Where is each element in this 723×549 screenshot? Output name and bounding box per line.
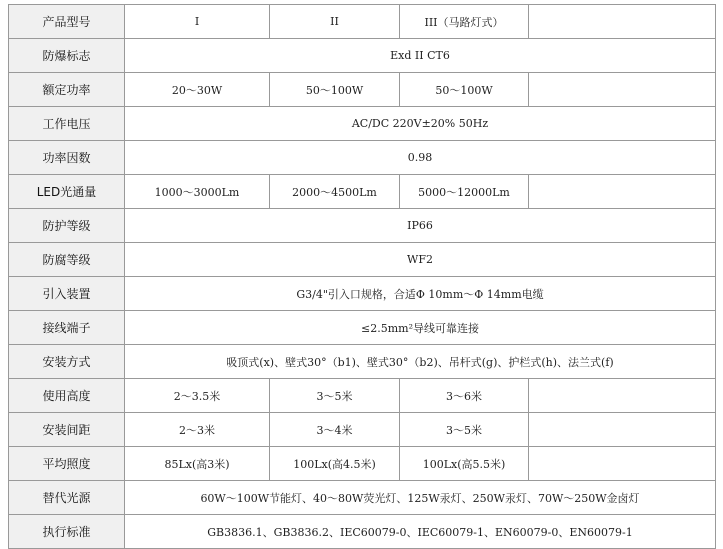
table-row bbox=[9, 39, 716, 73]
row-label: 执行标准 bbox=[9, 515, 125, 549]
table-row bbox=[9, 175, 716, 209]
table-row bbox=[9, 209, 716, 243]
row-label: 防护等级 bbox=[9, 209, 125, 243]
row-label: 平均照度 bbox=[9, 447, 125, 481]
row-label: 安装间距 bbox=[9, 413, 125, 447]
value-cell: Exd II CT6 bbox=[125, 39, 716, 73]
row-label: 接线端子 bbox=[9, 311, 125, 345]
table-row bbox=[9, 5, 716, 39]
table-row bbox=[9, 481, 716, 515]
value-cell: 2000～4500Lm bbox=[270, 175, 400, 209]
value-cell: 85Lx(高3米) bbox=[125, 447, 270, 481]
row-label: 工作电压 bbox=[9, 107, 125, 141]
row-label: 产品型号 bbox=[9, 5, 125, 39]
value-cell: II bbox=[270, 5, 400, 39]
table-row bbox=[9, 345, 716, 379]
table-row bbox=[9, 141, 716, 175]
row-label: 使用高度 bbox=[9, 379, 125, 413]
value-cell: 2～3.5米 bbox=[125, 379, 270, 413]
table-row bbox=[9, 447, 716, 481]
spec-table-body bbox=[9, 5, 716, 549]
table-row bbox=[9, 73, 716, 107]
value-cell: 100Lx(高5.5米) bbox=[400, 447, 529, 481]
table-row bbox=[9, 243, 716, 277]
row-label: 额定功率 bbox=[9, 73, 125, 107]
table-row bbox=[9, 107, 716, 141]
empty-cell bbox=[529, 447, 716, 481]
row-label: 功率因数 bbox=[9, 141, 125, 175]
table-row bbox=[9, 311, 716, 345]
value-cell: 5000～12000Lm bbox=[400, 175, 529, 209]
value-cell: 吸顶式(x)、壁式30°（b1)、壁式30°（b2)、吊杆式(g)、护栏式(h)、法兰式(f) bbox=[125, 345, 716, 379]
row-label: 防腐等级 bbox=[9, 243, 125, 277]
value-cell: 2～3米 bbox=[125, 413, 270, 447]
empty-cell bbox=[529, 175, 716, 209]
empty-cell bbox=[529, 5, 716, 39]
row-label: 替代光源 bbox=[9, 481, 125, 515]
empty-cell bbox=[529, 413, 716, 447]
value-cell: 20～30W bbox=[125, 73, 270, 107]
table-row bbox=[9, 277, 716, 311]
value-cell: 3～5米 bbox=[400, 413, 529, 447]
value-cell: GB3836.1、GB3836.2、IEC60079-0、IEC60079-1、EN60079-0、EN60079-1 bbox=[125, 515, 716, 549]
value-cell: 50～100W bbox=[270, 73, 400, 107]
row-label: LED光通量 bbox=[9, 175, 125, 209]
value-cell: I bbox=[125, 5, 270, 39]
table-row bbox=[9, 379, 716, 413]
value-cell: G3/4"引入口规格，合适Φ 10mm～Φ 14mm电缆 bbox=[125, 277, 716, 311]
row-label: 安装方式 bbox=[9, 345, 125, 379]
value-cell: WF2 bbox=[125, 243, 716, 277]
row-label: 引入装置 bbox=[9, 277, 125, 311]
value-cell: AC/DC 220V±20% 50Hz bbox=[125, 107, 716, 141]
value-cell: III（马路灯式） bbox=[400, 5, 529, 39]
table-row bbox=[9, 515, 716, 549]
value-cell: 50～100W bbox=[400, 73, 529, 107]
value-cell: IP66 bbox=[125, 209, 716, 243]
value-cell: 1000～3000Lm bbox=[125, 175, 270, 209]
value-cell: 3～4米 bbox=[270, 413, 400, 447]
value-cell: ≤2.5mm²导线可靠连接 bbox=[125, 311, 716, 345]
value-cell: 60W～100W节能灯、40～80W荧光灯、125W汞灯、250W汞灯、70W～250W金卤灯 bbox=[125, 481, 716, 515]
value-cell: 0.98 bbox=[125, 141, 716, 175]
value-cell: 100Lx(高4.5米) bbox=[270, 447, 400, 481]
value-cell: 3～5米 bbox=[270, 379, 400, 413]
row-label: 防爆标志 bbox=[9, 39, 125, 73]
empty-cell bbox=[529, 379, 716, 413]
spec-table bbox=[8, 4, 716, 549]
value-cell: 3～6米 bbox=[400, 379, 529, 413]
table-row bbox=[9, 413, 716, 447]
empty-cell bbox=[529, 73, 716, 107]
